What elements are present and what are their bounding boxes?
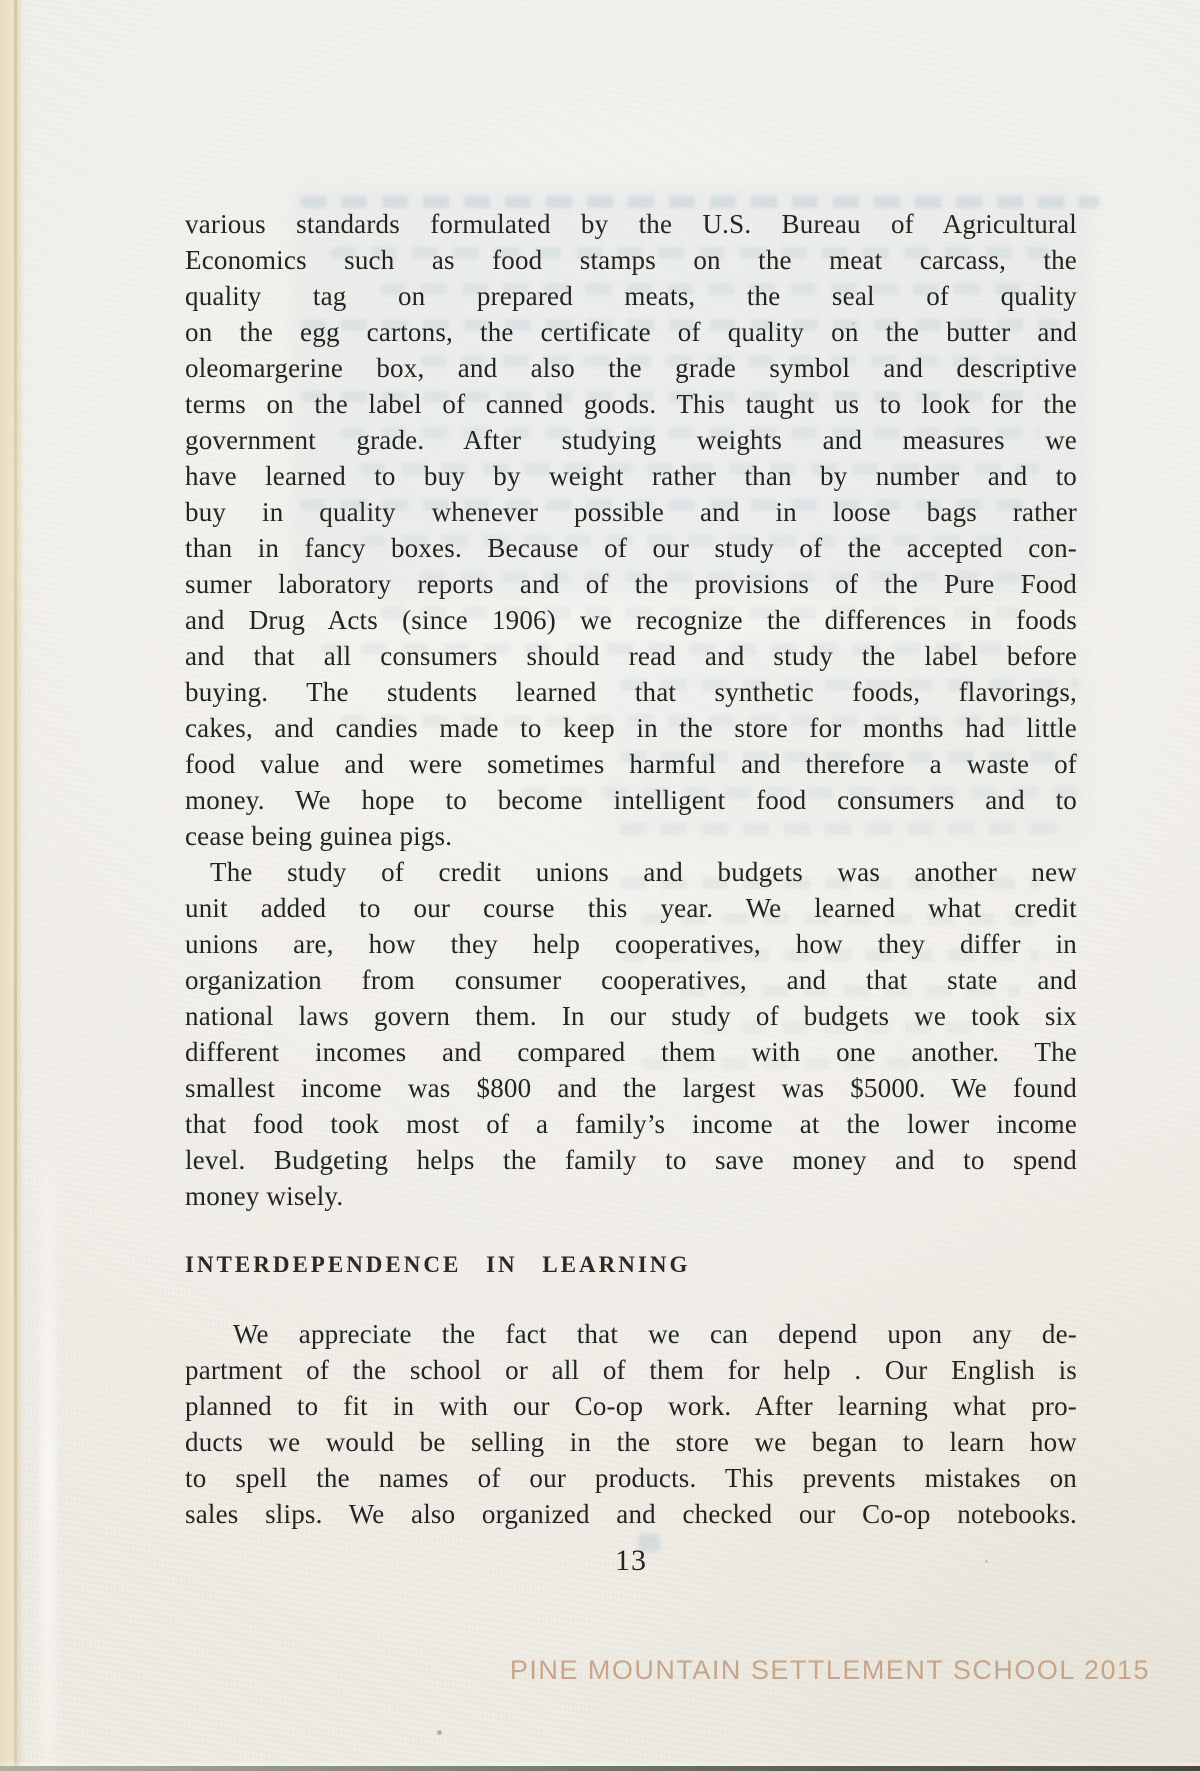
text-line: buying. The students learned that synthetic foods, flavorings, [185,677,1077,707]
text-line: than in fancy boxes. Because of our study of the accepted con- [185,533,1077,563]
text-line: organization from consumer cooperatives, and that state and [185,965,1077,995]
text-line: that food took most of a family’s income at the lower income [185,1109,1077,1139]
text-line: various standards formulated by the U.S. Bureau of Agricultural [185,209,1077,239]
text-line: quality tag on prepared meats, the seal of quality [185,281,1077,311]
text-line: planned to fit in with our Co-op work. After learning what pro- [185,1391,1077,1421]
text-line: food value and were sometimes harmful and therefore a waste of [185,749,1077,779]
fold-crease-line [14,0,17,1771]
text-line: money wisely. [185,1181,344,1211]
paragraph-credit-unions-budgets [185,854,1077,1214]
text-line: money. We hope to become intelligent food consumers and to [185,785,1077,815]
archive-watermark: PINE MOUNTAIN SETTLEMENT SCHOOL 2015 [509,1655,1150,1685]
text-line: unions are, how they help cooperatives, how they differ in [185,929,1077,959]
text-line: Economics such as food stamps on the meat carcass, the [185,245,1077,275]
scan-bottom-edge [0,1766,1200,1771]
text-line: buy in quality whenever possible and in loose bags rather [185,497,1077,527]
text-line: and that all consumers should read and study the label before [185,641,1077,671]
text-line: level. Budgeting helps the family to save money and to spend [185,1145,1077,1175]
text-line: cease being guinea pigs. [185,821,453,851]
text-line: terms on the label of canned goods. This taught us to look for the [185,389,1077,419]
text-line: national laws govern them. In our study of budgets we took six [185,1001,1077,1031]
text-line: We appreciate the fact that we can depend upon any de- [233,1319,1077,1349]
text-line: partment of the school or all of them for help . Our English is [185,1355,1077,1385]
text-line: sales slips. We also organized and checked our Co-op notebooks. [185,1499,1077,1529]
page-binding-edge [0,0,26,1771]
text-line: government grade. After studying weights and measures we [185,425,1077,455]
text-line: sumer laboratory reports and of the provisions of the Pure Food [185,569,1077,599]
paragraph-interdependence [185,1316,1077,1532]
fold-highlight [40,1050,56,1771]
text-line: oleomargerine box, and also the grade symbol and descriptive [185,353,1077,383]
page-number: 13 [615,1544,647,1577]
section-heading: INTERDEPENDENCE IN LEARNING [185,1252,691,1277]
text-line: unit added to our course this year. We learned what credit [185,893,1077,923]
text-line: ducts we would be selling in the store we began to learn how [185,1427,1077,1457]
text-line: cakes, and candies made to keep in the store for months had little [185,713,1077,743]
paragraph-consumer-standards [185,206,1077,854]
text-line: different incomes and compared them with one another. The [185,1037,1077,1067]
text-line: The study of credit unions and budgets was another new [210,857,1077,887]
text-line: and Drug Acts (since 1906) we recognize the differences in foods [185,605,1077,635]
text-line: on the egg cartons, the certificate of quality on the butter and [185,317,1077,347]
text-line: to spell the names of our products. This prevents mistakes on [185,1463,1077,1493]
paper-speck [437,1730,442,1735]
text-line: have learned to buy by weight rather than by number and to [185,461,1077,491]
text-line: smallest income was $800 and the largest was $5000. We found [185,1073,1077,1103]
